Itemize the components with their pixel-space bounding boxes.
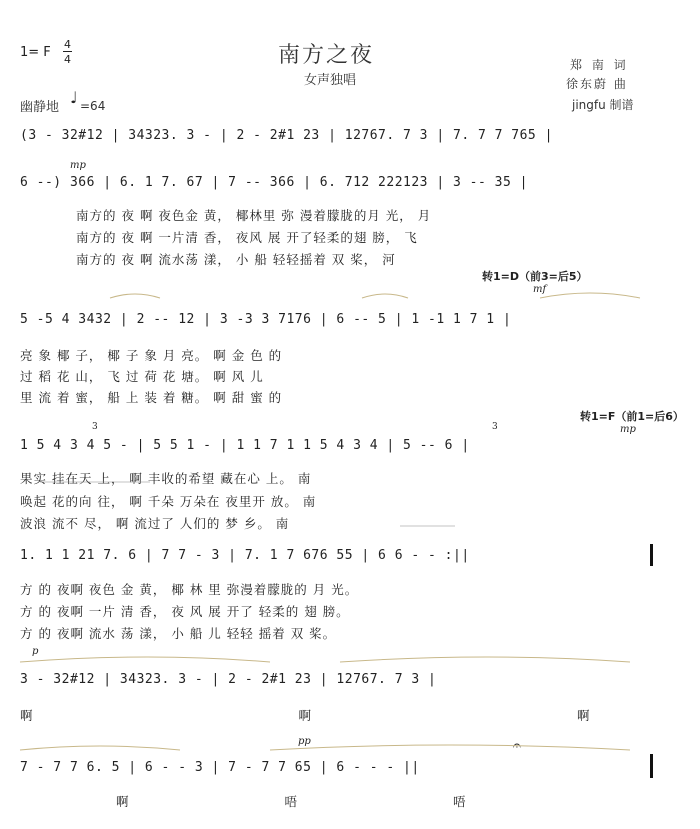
triplet-mark-2: 3	[492, 422, 498, 432]
lyric-row-4-verse-3: 波浪 流不 尽， 啊 流过了 人们的 梦 乡。 南	[20, 516, 290, 531]
dynamic-pp-row-7: pp	[298, 736, 311, 747]
lyric-row-4-verse-1: 果实 挂在天 上， 啊 丰收的希望 藏在心 上。 南	[20, 471, 312, 486]
score-row-3: 5 -5 4 3432 | 2 -- 12 | 3 -3 3 7176 | 6 -- 5 | 1 -1 1 7 1 |	[20, 312, 512, 327]
key-signature: 1= F	[20, 45, 51, 60]
score-row-6: 3 - 32#12 | 34323. 3 - | 2 - 2#1 23 | 12767. 7 3 |	[20, 672, 437, 687]
lyric-row-3-verse-2: 过 稻 花 山， 飞 过 荷 花 塘。 啊 风 儿	[20, 369, 264, 384]
slur-arc	[540, 293, 640, 298]
score-row-5: 1. 1 1 21 7. 6 | 7 7 - 3 | 7. 1 7 676 55 | 6 6 - - :||	[20, 548, 470, 563]
slur-arc	[340, 657, 630, 662]
triplet-mark-1: 3	[92, 422, 98, 432]
time-signature-top: 4	[64, 38, 71, 51]
dynamic-mp-row-4: mp	[620, 424, 636, 435]
dynamic-mf-row-3: mf	[533, 284, 547, 295]
lyric-row-5-verse-2: 方 的 夜啊 一片 清 香， 夜 风 展 开了 轻柔的 翅 膀。	[20, 604, 350, 619]
repeat-end-barline	[650, 544, 653, 566]
time-signature-bottom: 4	[64, 53, 71, 66]
lyric-row-5-verse-1: 方 的 夜啊 夜色 金 黄， 椰 林 里 弥漫着朦胧的 月 光。	[20, 582, 359, 597]
quarter-note-icon: ♩	[70, 88, 78, 107]
slur-arc	[110, 294, 160, 298]
lyric-row-2-verse-1: 南方的 夜 啊 夜色金 黄， 椰林里 弥 漫着朦胧的月 光， 月	[76, 208, 432, 223]
lyric-row-2-verse-3: 南方的 夜 啊 流水荡 漾， 小 船 轻轻摇着 双 桨， 河	[76, 252, 396, 267]
lyric-row-3-verse-1: 亮 象 椰 子， 椰 子 象 月 亮。 啊 金 色 的	[20, 348, 283, 363]
lyric-row-6: 啊 啊 啊	[20, 708, 591, 723]
tempo-marking: 幽静地	[20, 100, 60, 115]
slur-arc	[270, 745, 630, 750]
lyric-row-3-verse-3: 里 流 着 蜜， 船 上 装 着 糖。 啊 甜 蜜 的	[20, 390, 283, 405]
lyric-row-5-verse-3: 方 的 夜啊 流水 荡 漾， 小 船 儿 轻轻 摇着 双 桨。	[20, 626, 337, 641]
song-subtitle: 女声独唱	[304, 73, 357, 88]
score-row-7: 7 - 7 7 6. 5 | 6 - - 3 | 7 - 7 7 65 | 6 - - - ||	[20, 760, 420, 775]
slur-arc	[20, 746, 180, 750]
lyric-row-7: 啊 唔 唔	[116, 794, 467, 809]
final-barline	[650, 754, 653, 778]
lyricist-credit: 郑 南 词	[570, 58, 629, 72]
key-change-annotation-2: 转1=F（前1=后6）	[580, 410, 684, 423]
composer-credit: 徐东蔚 曲	[566, 77, 628, 91]
slur-arc	[20, 657, 270, 662]
slur-arc	[362, 294, 408, 298]
score-row-2: 6 --) 366 | 6. 1 7. 67 | 7 -- 366 | 6. 712 222123 | 3 -- 35 |	[20, 175, 528, 190]
lyric-row-2-verse-2: 南方的 夜 啊 一片清 香， 夜风 展 开了轻柔的翅 膀， 飞	[76, 230, 418, 245]
score-row-4: 1 5 4 3 4 5 - | 5 5 1 - | 1 1 7 1 1 5 4 3 4 | 5 -- 6 |	[20, 438, 470, 453]
tempo-value: =64	[80, 99, 106, 113]
score-row-1: (3 - 32#12 | 34323. 3 - | 2 - 2#1 23 | 12767. 7 3 | 7. 7 7 765 |	[20, 128, 553, 143]
lyric-row-4-verse-2: 唤起 花的向 往， 啊 千朵 万朵在 夜里开 放。 南	[20, 494, 317, 509]
song-title: 南方之夜	[278, 43, 375, 68]
dynamic-p-row-6: p	[32, 646, 39, 657]
fermata-icon: 𝄐	[513, 738, 521, 754]
dynamic-mp-row-2: mp	[70, 160, 86, 171]
engraver-credit: jingfu 制谱	[572, 98, 634, 112]
key-change-annotation-1: 转1=D（前3=后5）	[482, 270, 588, 283]
